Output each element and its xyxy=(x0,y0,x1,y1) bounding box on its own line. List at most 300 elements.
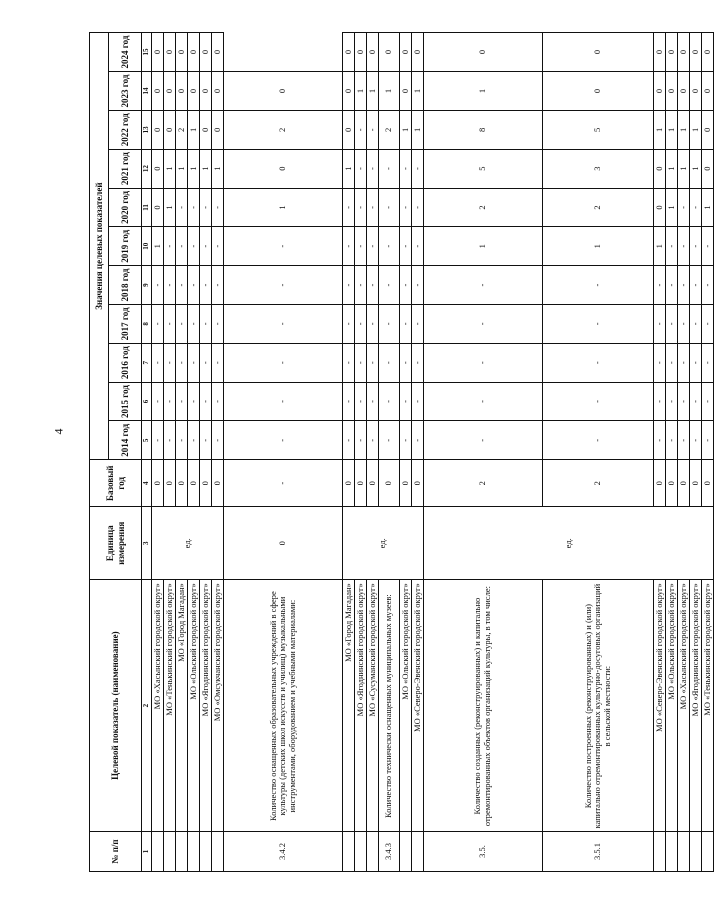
header-year: 2021 год xyxy=(109,149,142,188)
row-number xyxy=(412,832,424,872)
year-value: - xyxy=(367,188,379,227)
year-value: 1 xyxy=(543,227,654,266)
year-value: 2 xyxy=(379,110,400,149)
indicator-name: Количество построенных (реконструированных) и (или) капитально отремонтированных культурно-досуговых организаций в сельской местности: xyxy=(543,580,654,832)
year-value: 1 xyxy=(367,72,379,111)
year-value: 0 xyxy=(424,33,543,72)
row-number xyxy=(400,832,412,872)
year-value: 2 xyxy=(224,110,343,149)
year-value: - xyxy=(343,382,355,421)
year-value: - xyxy=(412,304,424,343)
year-value: - xyxy=(400,188,412,227)
year-value: 1 xyxy=(379,72,400,111)
table-row xyxy=(343,33,355,872)
year-value: 0 xyxy=(152,72,164,111)
year-value: 1 xyxy=(412,72,424,111)
year-value: - xyxy=(343,343,355,382)
table-row xyxy=(543,33,654,872)
header-year: 2018 год xyxy=(109,266,142,305)
year-value: - xyxy=(702,343,714,382)
year-value: - xyxy=(690,266,702,305)
year-value: - xyxy=(152,382,164,421)
indicator-name: Количество оснащенных образовательных учреждений в сфере культуры (детских школ искусств и училищ) музыкальными инструментами, оборудованием и учебными материалами: xyxy=(224,580,343,832)
year-value: - xyxy=(212,304,224,343)
header-num: № п/п xyxy=(90,832,142,872)
year-value: 1 xyxy=(355,72,367,111)
table-row xyxy=(654,33,666,872)
base-value: 2 xyxy=(543,460,654,507)
header-year: 2015 год xyxy=(109,382,142,421)
header-year: 2017 год xyxy=(109,304,142,343)
year-value: - xyxy=(188,227,200,266)
year-value: - xyxy=(654,266,666,305)
year-value: - xyxy=(355,382,367,421)
table-row xyxy=(200,33,212,872)
year-value: - xyxy=(412,421,424,460)
year-value: - xyxy=(164,266,176,305)
year-value: 0 xyxy=(666,72,678,111)
base-value: 0 xyxy=(343,460,355,507)
table-row xyxy=(176,33,188,872)
header-year: 2016 год xyxy=(109,343,142,382)
table-row xyxy=(224,33,343,872)
base-value: 0 xyxy=(212,460,224,507)
table-row xyxy=(424,33,543,872)
year-value: - xyxy=(343,304,355,343)
year-value: - xyxy=(543,382,654,421)
year-value: - xyxy=(188,188,200,227)
year-value: 3 xyxy=(543,149,654,188)
year-value: - xyxy=(343,227,355,266)
year-value: - xyxy=(379,382,400,421)
indicator-name: Количество технически оснащенных муниципальных музеев: xyxy=(379,580,400,832)
year-value: - xyxy=(200,304,212,343)
column-number: 4 xyxy=(142,460,152,507)
year-value: 0 xyxy=(702,72,714,111)
year-value: - xyxy=(367,304,379,343)
year-value: 0 xyxy=(702,149,714,188)
year-value: 0 xyxy=(200,72,212,111)
year-value: - xyxy=(224,266,343,305)
year-value: - xyxy=(188,382,200,421)
column-number: 15 xyxy=(142,33,152,72)
year-value: - xyxy=(379,227,400,266)
year-value: - xyxy=(152,304,164,343)
table-row xyxy=(188,33,200,872)
base-value: 0 xyxy=(164,460,176,507)
year-value: - xyxy=(400,382,412,421)
year-value: 0 xyxy=(400,33,412,72)
year-value: - xyxy=(379,149,400,188)
column-number: 5 xyxy=(142,421,152,460)
year-value: 1 xyxy=(224,188,343,227)
year-value: - xyxy=(355,343,367,382)
year-value: 1 xyxy=(412,110,424,149)
year-value: 0 xyxy=(343,72,355,111)
base-value: 0 xyxy=(654,460,666,507)
year-value: - xyxy=(543,304,654,343)
year-value: - xyxy=(224,227,343,266)
base-value: 0 xyxy=(412,460,424,507)
row-number xyxy=(188,832,200,872)
base-value: 0 xyxy=(224,507,343,580)
year-value: 0 xyxy=(224,72,343,111)
page-number: 4 xyxy=(51,428,66,435)
year-value: 1 xyxy=(188,149,200,188)
year-value: - xyxy=(188,343,200,382)
year-value: - xyxy=(212,343,224,382)
year-value: 0 xyxy=(654,72,666,111)
year-value: - xyxy=(355,149,367,188)
rotated-table-container xyxy=(89,32,712,872)
year-value: - xyxy=(212,382,224,421)
table-row xyxy=(400,33,412,872)
year-value: 0 xyxy=(343,33,355,72)
year-value: - xyxy=(690,421,702,460)
indicator-name: МО «Ольский городской округ» xyxy=(666,580,678,832)
year-value: - xyxy=(678,266,690,305)
year-value: - xyxy=(152,421,164,460)
year-value: - xyxy=(379,343,400,382)
year-value: 5 xyxy=(543,110,654,149)
year-value: - xyxy=(690,382,702,421)
year-value: 2 xyxy=(543,188,654,227)
year-value: 0 xyxy=(152,188,164,227)
year-value: - xyxy=(424,343,543,382)
year-value: 0 xyxy=(654,188,666,227)
year-value: 0 xyxy=(164,33,176,72)
column-number: 10 xyxy=(142,227,152,266)
year-value: - xyxy=(188,421,200,460)
indicator-name: МО «Омсукчанский городской округ» xyxy=(212,580,224,832)
year-value: 0 xyxy=(176,72,188,111)
year-value: - xyxy=(412,227,424,266)
year-value: 1 xyxy=(702,188,714,227)
base-value: 0 xyxy=(400,460,412,507)
year-value: - xyxy=(355,227,367,266)
year-value: 5 xyxy=(424,149,543,188)
base-value: 2 xyxy=(424,460,543,507)
year-value: - xyxy=(367,382,379,421)
table-row xyxy=(152,33,164,872)
year-value: - xyxy=(176,188,188,227)
year-value: - xyxy=(355,304,367,343)
table-row xyxy=(702,33,714,872)
column-number: 11 xyxy=(142,188,152,227)
base-value: 0 xyxy=(678,460,690,507)
year-value: - xyxy=(200,421,212,460)
year-value: - xyxy=(543,266,654,305)
row-number xyxy=(152,832,164,872)
year-value: - xyxy=(400,343,412,382)
column-number: 9 xyxy=(142,266,152,305)
year-value: - xyxy=(343,266,355,305)
year-value: 0 xyxy=(702,33,714,72)
year-value: 1 xyxy=(164,188,176,227)
year-value: 1 xyxy=(176,149,188,188)
year-value: - xyxy=(343,421,355,460)
table-row xyxy=(412,33,424,872)
year-value: 0 xyxy=(654,33,666,72)
year-value: - xyxy=(666,343,678,382)
year-value: - xyxy=(164,227,176,266)
year-value: 0 xyxy=(678,72,690,111)
year-value: - xyxy=(678,188,690,227)
year-value: - xyxy=(666,421,678,460)
year-value: 1 xyxy=(666,188,678,227)
year-value: - xyxy=(654,421,666,460)
column-number: 14 xyxy=(142,72,152,111)
year-value: - xyxy=(355,188,367,227)
year-value: - xyxy=(200,188,212,227)
year-value: - xyxy=(164,382,176,421)
year-value: - xyxy=(424,266,543,305)
year-value: - xyxy=(379,421,400,460)
year-value: - xyxy=(224,304,343,343)
base-value: 0 xyxy=(188,460,200,507)
row-number xyxy=(343,832,355,872)
year-value: - xyxy=(212,421,224,460)
year-value: 0 xyxy=(690,33,702,72)
year-value: 2 xyxy=(176,110,188,149)
year-value: - xyxy=(690,227,702,266)
base-value: 0 xyxy=(690,460,702,507)
year-value: - xyxy=(678,343,690,382)
year-value: 0 xyxy=(400,72,412,111)
base-value: 0 xyxy=(355,460,367,507)
year-value: - xyxy=(176,421,188,460)
row-number xyxy=(678,832,690,872)
year-value: - xyxy=(400,149,412,188)
table-row xyxy=(212,33,224,872)
indicator-name: МО «Город Магадан» xyxy=(176,580,188,832)
year-value: 0 xyxy=(343,110,355,149)
table-row xyxy=(355,33,367,872)
column-number: 3 xyxy=(142,507,152,580)
header-year: 2023 год xyxy=(109,72,142,111)
year-value: - xyxy=(666,304,678,343)
year-value: - xyxy=(702,382,714,421)
row-number xyxy=(367,832,379,872)
header-base-year: Базовый год xyxy=(90,460,142,507)
indicator-name: МО «Тенькинский городской округ» xyxy=(702,580,714,832)
header-year: 2019 год xyxy=(109,227,142,266)
table-row xyxy=(666,33,678,872)
indicator-name: МО «Северо-Эвенский городской округ» xyxy=(412,580,424,832)
row-number xyxy=(654,832,666,872)
base-value: 0 xyxy=(379,460,400,507)
year-value: 0 xyxy=(152,149,164,188)
year-value: - xyxy=(412,188,424,227)
base-value: 0 xyxy=(367,460,379,507)
base-value: 0 xyxy=(702,460,714,507)
indicator-name: МО «Хасынский городской округ» xyxy=(152,580,164,832)
year-value: - xyxy=(200,266,212,305)
year-value: 0 xyxy=(200,33,212,72)
year-value: - xyxy=(200,343,212,382)
year-value: 0 xyxy=(200,110,212,149)
year-value: - xyxy=(412,149,424,188)
indicator-name: МО «Тенькинский городской округ» xyxy=(164,580,176,832)
year-value: 1 xyxy=(678,110,690,149)
year-value: - xyxy=(355,110,367,149)
year-value: - xyxy=(400,421,412,460)
year-value: - xyxy=(152,266,164,305)
year-value: 1 xyxy=(164,149,176,188)
year-value: - xyxy=(424,382,543,421)
year-value: 0 xyxy=(355,33,367,72)
indicator-name: МО «Ольский городской округ» xyxy=(400,580,412,832)
year-value: - xyxy=(152,343,164,382)
year-value: - xyxy=(188,304,200,343)
year-value: - xyxy=(702,227,714,266)
year-value: 0 xyxy=(367,33,379,72)
year-value: - xyxy=(654,343,666,382)
indicator-name: МО «Сусуманский городской округ» xyxy=(367,580,379,832)
table-row xyxy=(678,33,690,872)
indicator-table xyxy=(89,32,714,872)
indicator-name: МО «Хасынский городской округ» xyxy=(678,580,690,832)
year-value: - xyxy=(212,188,224,227)
year-value: - xyxy=(176,266,188,305)
year-value: - xyxy=(666,266,678,305)
indicator-name: МО «Ягоднинский городской округ» xyxy=(690,580,702,832)
header-year: 2022 год xyxy=(109,110,142,149)
year-value: - xyxy=(224,343,343,382)
year-value: 0 xyxy=(690,72,702,111)
column-number: 8 xyxy=(142,304,152,343)
year-value: 0 xyxy=(176,33,188,72)
indicator-name: МО «Ольский городской округ» xyxy=(188,580,200,832)
year-value: - xyxy=(176,382,188,421)
year-value: 1 xyxy=(424,227,543,266)
column-number: 13 xyxy=(142,110,152,149)
year-value: - xyxy=(164,304,176,343)
year-value: 0 xyxy=(164,110,176,149)
table-row xyxy=(164,33,176,872)
year-value: - xyxy=(678,304,690,343)
year-value: 0 xyxy=(412,33,424,72)
year-value: - xyxy=(367,266,379,305)
year-value: 1 xyxy=(690,110,702,149)
year-value: - xyxy=(424,421,543,460)
indicator-name: МО «Ягоднинский городской округ» xyxy=(200,580,212,832)
year-value: 1 xyxy=(212,149,224,188)
indicator-name: МО «Северо-Эвенский городской округ» xyxy=(654,580,666,832)
year-value: - xyxy=(424,304,543,343)
year-value: - xyxy=(355,421,367,460)
table-row xyxy=(379,33,400,872)
year-value: 1 xyxy=(666,149,678,188)
year-value: - xyxy=(543,421,654,460)
table-row xyxy=(690,33,702,872)
year-value: 1 xyxy=(690,149,702,188)
year-value: 1 xyxy=(666,110,678,149)
header-year: 2024 год xyxy=(109,33,142,72)
row-number xyxy=(164,832,176,872)
year-value: - xyxy=(176,343,188,382)
indicator-name: Количество созданных (реконструированных) и капитально отремонтированных объектов организаций культуры, в том числе: xyxy=(424,580,543,832)
year-value: - xyxy=(188,266,200,305)
table-row xyxy=(367,33,379,872)
year-value: 0 xyxy=(702,110,714,149)
year-value: - xyxy=(412,266,424,305)
year-value: - xyxy=(367,227,379,266)
year-value: 1 xyxy=(424,72,543,111)
year-value: 0 xyxy=(543,72,654,111)
year-value: 0 xyxy=(678,33,690,72)
year-value: - xyxy=(224,421,343,460)
year-value: - xyxy=(678,382,690,421)
header-year: 2014 год xyxy=(109,421,142,460)
year-value: 0 xyxy=(188,72,200,111)
year-value: - xyxy=(176,227,188,266)
year-value: - xyxy=(200,382,212,421)
year-value: - xyxy=(379,188,400,227)
year-value: - xyxy=(412,382,424,421)
year-value: 2 xyxy=(424,188,543,227)
year-value: 0 xyxy=(212,110,224,149)
year-value: - xyxy=(543,343,654,382)
row-number xyxy=(176,832,188,872)
unit-cell: ед. xyxy=(152,507,224,580)
year-value: 0 xyxy=(379,33,400,72)
year-value: 1 xyxy=(188,110,200,149)
header-indicator: Целевой показатель (наименование) xyxy=(90,580,142,832)
year-value: - xyxy=(164,343,176,382)
year-value: 1 xyxy=(654,110,666,149)
column-number: 7 xyxy=(142,343,152,382)
row-number xyxy=(690,832,702,872)
row-number xyxy=(666,832,678,872)
year-value: - xyxy=(367,343,379,382)
year-value: - xyxy=(379,304,400,343)
year-value: 1 xyxy=(152,227,164,266)
year-value: - xyxy=(367,149,379,188)
row-number xyxy=(200,832,212,872)
year-value: - xyxy=(690,188,702,227)
year-value: 0 xyxy=(543,33,654,72)
row-number xyxy=(355,832,367,872)
column-number: 2 xyxy=(142,580,152,832)
year-value: - xyxy=(367,110,379,149)
year-value: - xyxy=(678,227,690,266)
year-value: - xyxy=(654,382,666,421)
year-value: - xyxy=(666,227,678,266)
year-value: 0 xyxy=(666,33,678,72)
header-values-group: Значения целевых показателей xyxy=(90,33,109,460)
row-number: 3.5.1 xyxy=(543,832,654,872)
year-value: - xyxy=(343,188,355,227)
row-number: 3.5. xyxy=(424,832,543,872)
year-value: - xyxy=(400,227,412,266)
year-value: - xyxy=(355,266,367,305)
year-value: 1 xyxy=(654,227,666,266)
year-value: - xyxy=(702,421,714,460)
year-value: 0 xyxy=(224,149,343,188)
year-value: 1 xyxy=(678,149,690,188)
base-value: 0 xyxy=(200,460,212,507)
year-value: - xyxy=(176,304,188,343)
unit-cell: ед. xyxy=(343,507,424,580)
column-number: 12 xyxy=(142,149,152,188)
row-number xyxy=(702,832,714,872)
year-value: - xyxy=(400,266,412,305)
year-value: - xyxy=(212,266,224,305)
year-value: 1 xyxy=(200,149,212,188)
year-value: 8 xyxy=(424,110,543,149)
year-value: 0 xyxy=(654,149,666,188)
